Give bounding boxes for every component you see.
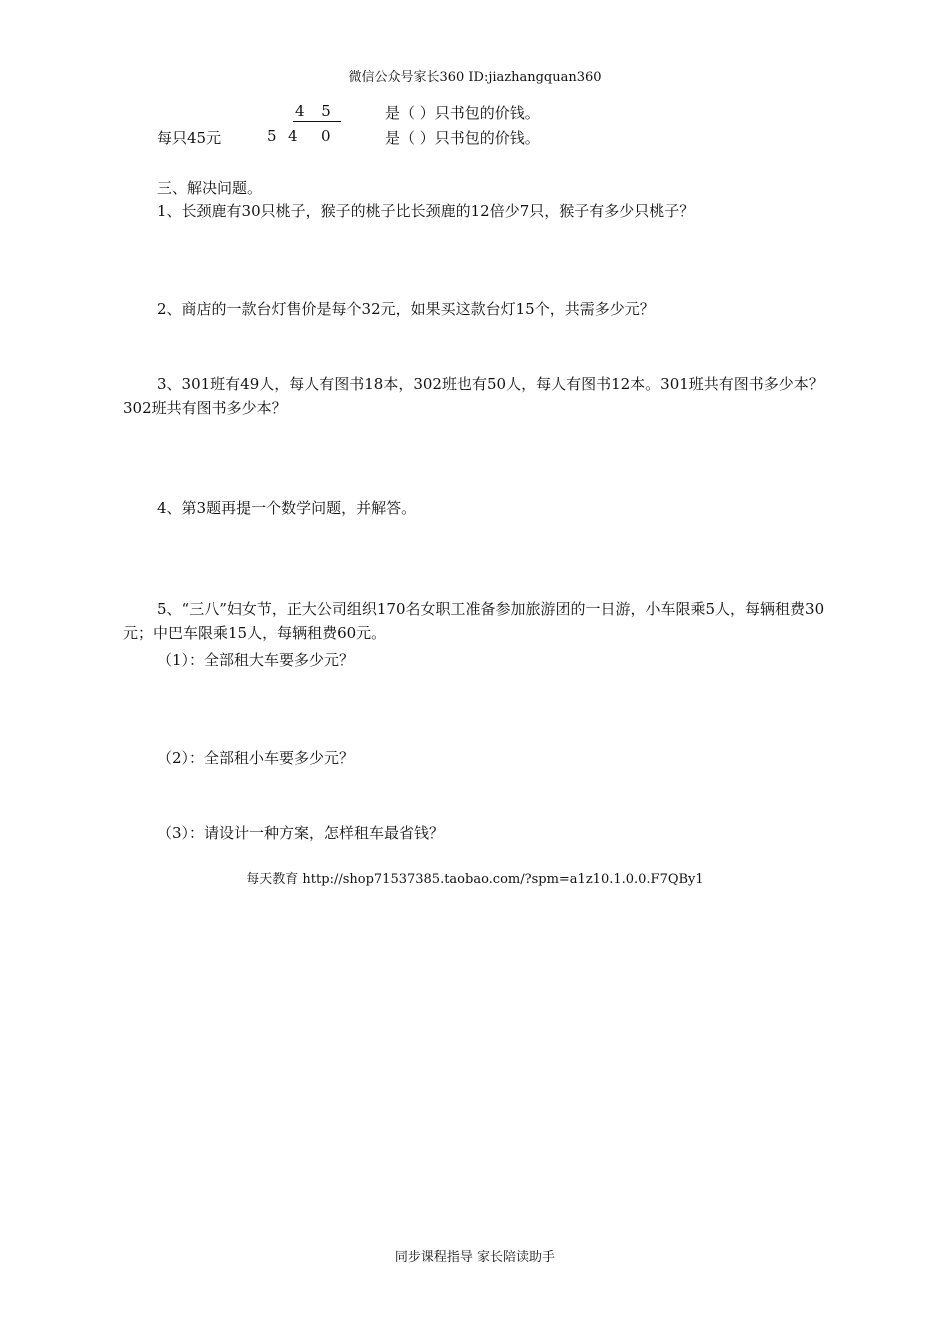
problem-3: 3、301班有49人，每人有图书18本，302班也有50人，每人有图书12本。301班共有图书多少本？302班共有图书多少本？ bbox=[123, 375, 824, 417]
calc-row2-label: 每只45元 bbox=[157, 129, 222, 147]
calc-row1-digits: 4 5 bbox=[293, 102, 341, 122]
problem-2: 2、商店的一款台灯售价是每个32元，如果买这款台灯15个，共需多少元？ bbox=[157, 300, 655, 318]
problem-5: 5、“三八”妇女节，正大公司组织170名女职工准备参加旅游团的一日游，小车限乘5人，每辆租费30元；中巴车限乘15人，每辆租费60元。 bbox=[123, 600, 825, 642]
problem-1: 1、长颈鹿有30只桃子，猴子的桃子比长颈鹿的12倍少7只，猴子有多少只桃子？ bbox=[157, 202, 695, 220]
calc-row1-text: 是（ ）只书包的价钱。 bbox=[385, 104, 540, 122]
problem-4: 4、第3题再提一个数学问题，并解答。 bbox=[157, 499, 417, 517]
section-title: 三、解决问题。 bbox=[157, 179, 263, 197]
sub-question-3: （3）：请设计一种方案，怎样租车最省钱？ bbox=[157, 824, 445, 842]
footer-link[interactable]: 每天教育 http://shop71537385.taobao.com/?spm=a1z10.1.0.0.F7QBy1 bbox=[246, 872, 704, 887]
calc-row2-digit: 0 bbox=[321, 127, 331, 145]
page-footer: 同步课程指导 家长陪读助手 bbox=[394, 1250, 556, 1265]
calc-row2-digit: 4 bbox=[288, 127, 298, 145]
calc-row2-digit: 5 bbox=[267, 127, 277, 145]
sub-question-1: （1）：全部租大车要多少元？ bbox=[157, 651, 355, 669]
sub-question-2: （2）：全部租小车要多少元？ bbox=[157, 749, 355, 767]
page-header: 微信公众号家长360 ID:jiazhangquan360 bbox=[348, 70, 602, 85]
calc-row2-text: 是（ ）只书包的价钱。 bbox=[385, 129, 540, 147]
